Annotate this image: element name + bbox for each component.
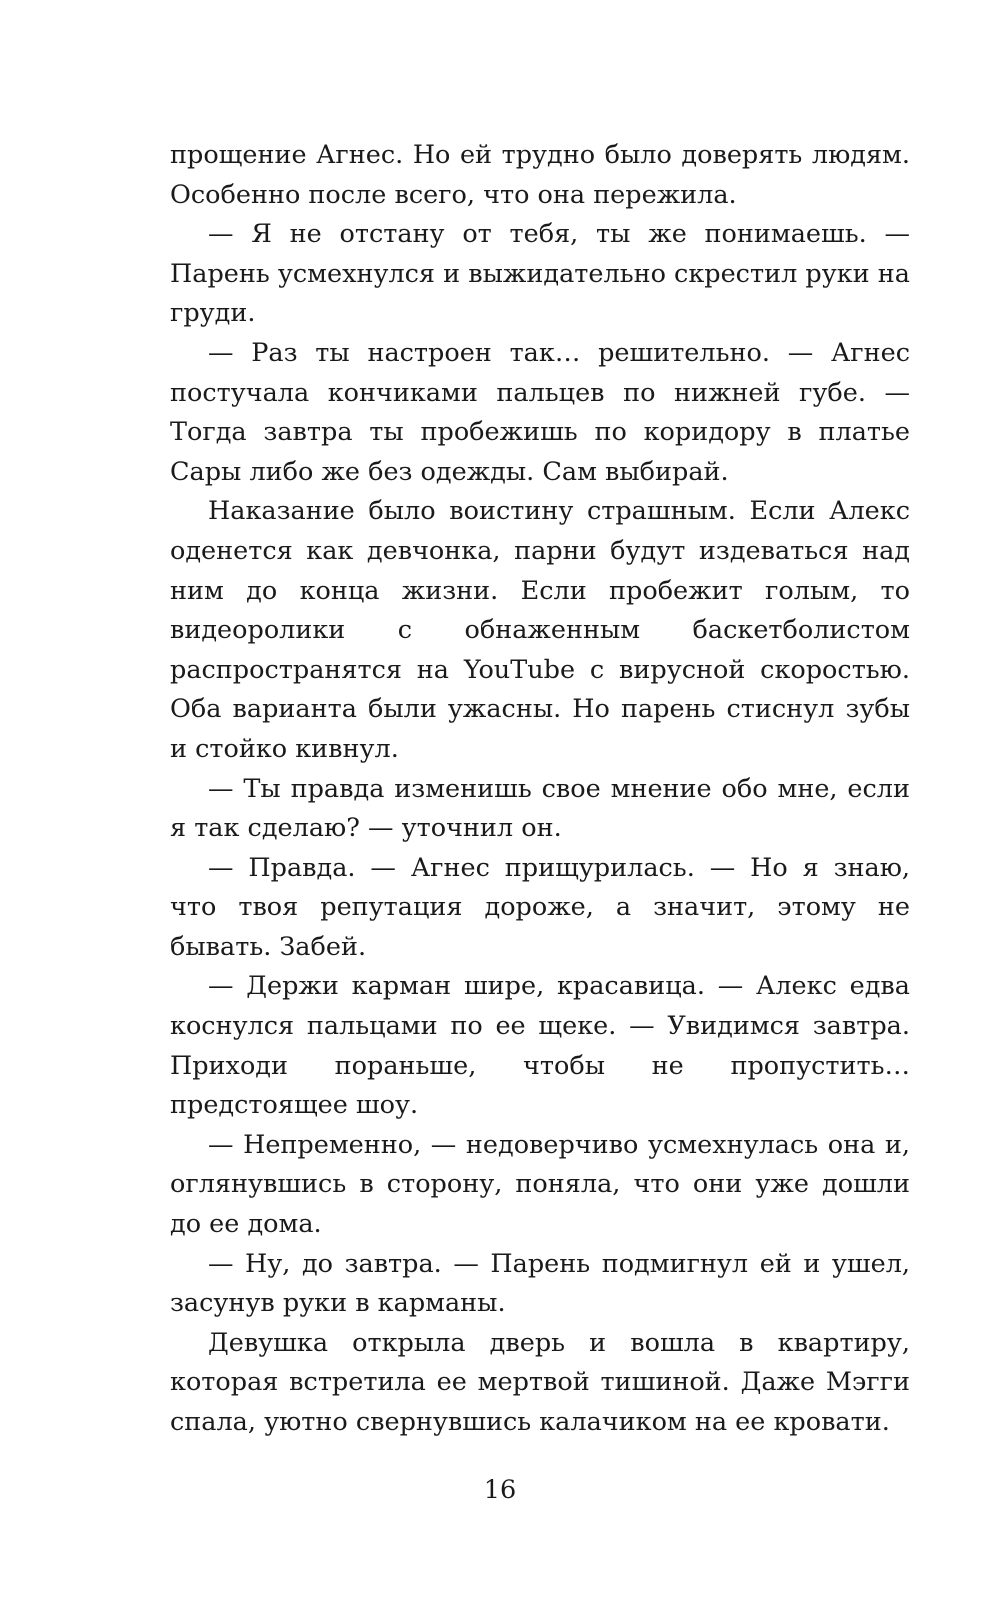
paragraph-4: Наказание было воистину страшным. Если Алекс оденется как девчонка, парни будут издеваться над ним до конца жизни. Если пробежит голым, то видеоролики с обнаженным баскетболистом распространятся на YouTube с вирусной скоростью. Оба варианта были ужасны. Но парень стиснул зубы и стойко кивнул. — [170, 496, 910, 764]
paragraph-10: Девушка открыла дверь и вошла в квартиру, которая встретила ее мертвой тишиной. Даже Мэгги спала, уютно свернувшись калачиком на ее кровати. — [170, 1327, 910, 1437]
paragraph-8: — Непременно, — недоверчиво усмехнулась она и, оглянувшись в сторону, поняла, что они уже дошли до ее дома. — [170, 1129, 910, 1240]
paragraph-2: — Я не отстану от тебя, ты же понимаешь. — Парень усмехнулся и выжидательно скрестил руки на груди. — [170, 219, 910, 329]
body-text — [170, 136, 910, 1443]
paragraph-9: — Ну, до завтра. — Парень подмигнул ей и ушел, засунув руки в карманы. — [170, 1248, 910, 1319]
paragraph-6: — Правда. — Агнес прищурилась. — Но я знаю, что твоя репутация дороже, а значит, этому не бывать. Забей. — [170, 852, 910, 962]
paragraph-3: — Раз ты настроен так… решительно. — Агнес постучала кончиками пальцев по нижней губе. — Тогда завтра ты пробежишь по коридору в платье Сары либо же без одежды. Сам выбирай. — [170, 337, 910, 487]
paragraph-1: прощение Агнес. Но ей трудно было доверять людям. Особенно после всего, что она пережила. — [170, 140, 910, 210]
paragraph-7: — Держи карман шире, красавица. — Алекс едва коснулся пальцами по ее щеке. — Увидимся завтра. Приходи пораньше, чтобы не пропустить… предстоящее шоу. — [170, 971, 910, 1121]
paragraph-5: — Ты правда изменишь свое мнение обо мне, если я так сделаю? — уточнил он. — [170, 773, 910, 844]
page-number: 16 — [483, 1475, 517, 1505]
